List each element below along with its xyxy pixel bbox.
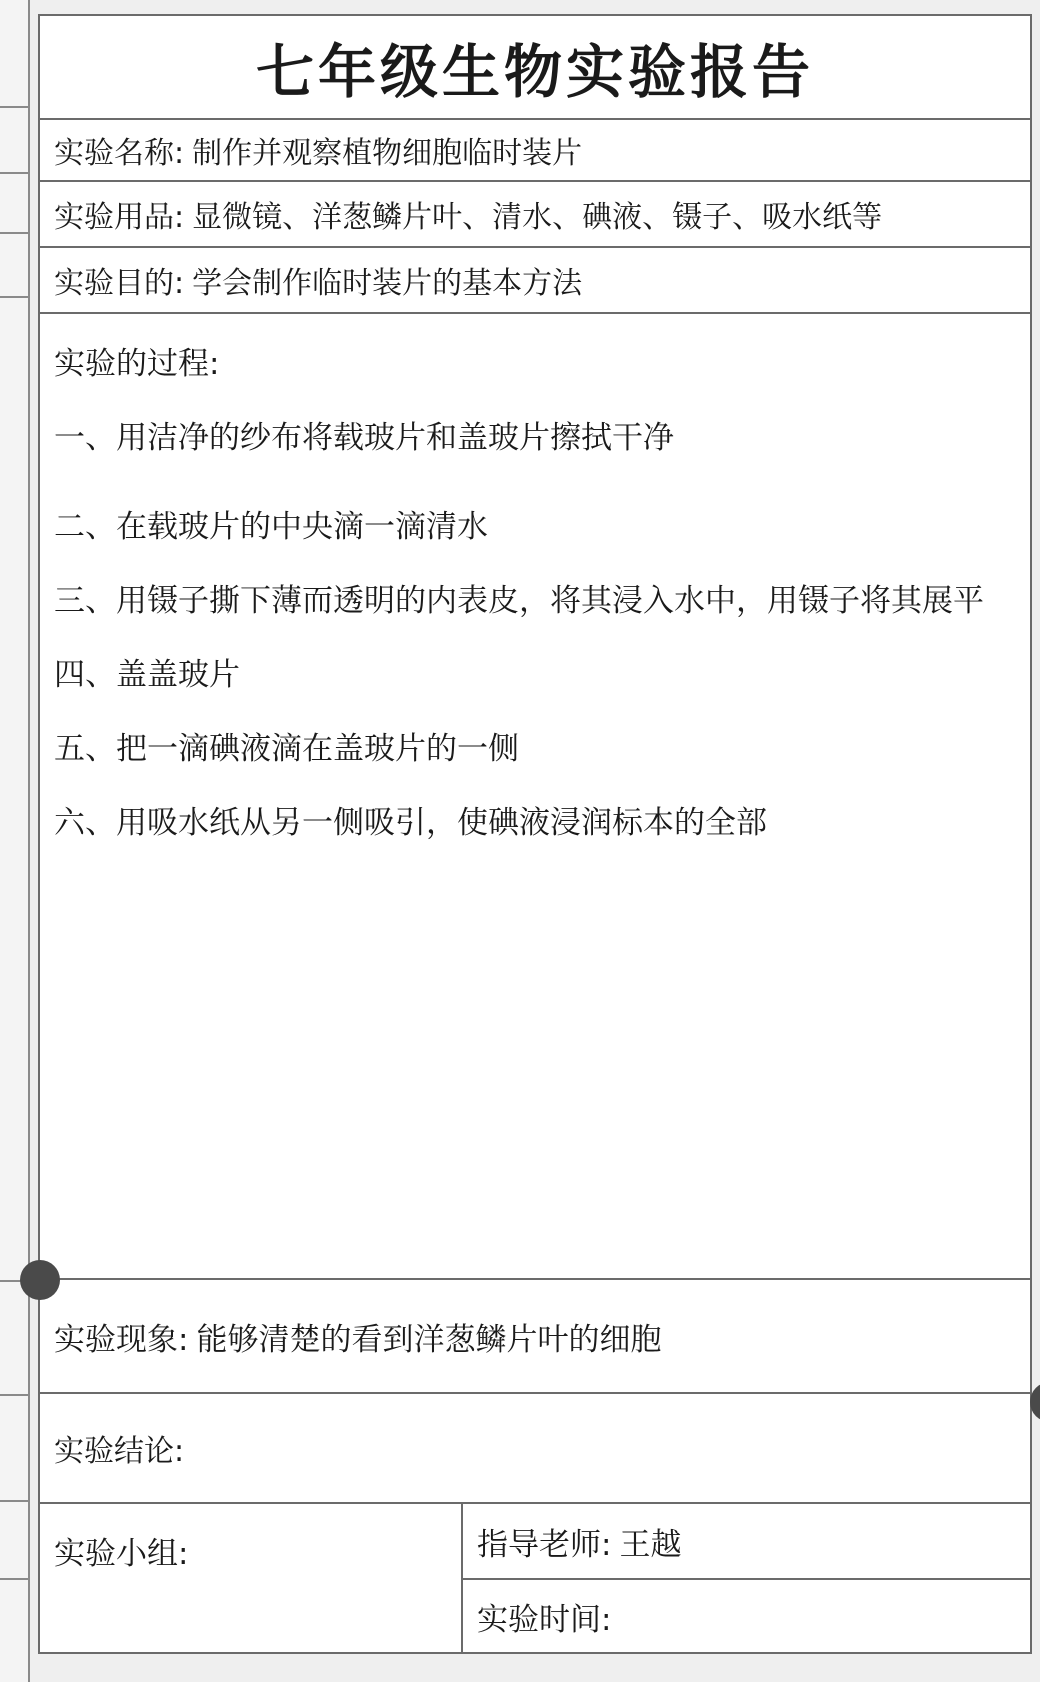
- process-section: [40, 314, 1030, 1294]
- resize-handle[interactable]: [1030, 1382, 1040, 1422]
- process-steps: [54, 416, 1030, 860]
- purpose-value: 学会制作临时装片的基本方法: [192, 266, 583, 301]
- time-cell: [463, 1580, 1030, 1652]
- group-label: 实验小组:: [54, 1536, 189, 1572]
- experiment-name-row: [40, 120, 1030, 182]
- process-label: 实验的过程:: [54, 346, 220, 382]
- materials-label: 实验用品:: [54, 200, 185, 235]
- bottom-section: [40, 1504, 1030, 1656]
- purpose-label: 实验目的:: [54, 266, 185, 301]
- process-step: 三、用镊子撕下薄而透明的内表皮，将其浸入水中，用镊子将其展平: [54, 583, 984, 619]
- process-step: 一、用洁净的纱布将载玻片和盖玻片擦拭干净: [54, 420, 674, 456]
- process-step: 六、用吸水纸从另一侧吸引，使碘液浸润标本的全部: [54, 805, 767, 841]
- purpose-row: [40, 248, 1030, 314]
- report-title: 七年级生物实验报告: [40, 16, 1030, 120]
- adjacent-page-edge: [0, 0, 30, 1682]
- edge-line: [0, 1500, 28, 1502]
- materials-value: 显微镜、洋葱鳞片叶、清水、碘液、镊子、吸水纸等: [192, 200, 883, 235]
- teacher-label: 指导老师:: [477, 1526, 612, 1563]
- process-step: 二、在载玻片的中央滴一滴清水: [54, 509, 488, 545]
- conclusion-label: 实验结论:: [54, 1434, 185, 1469]
- teacher-value: 王越: [619, 1526, 682, 1563]
- experiment-name-value: 制作并观察植物细胞临时装片: [192, 136, 583, 171]
- edge-line: [0, 232, 28, 234]
- materials-row: [40, 182, 1030, 248]
- observation-value: 能够清楚的看到洋葱鳞片叶的细胞: [196, 1321, 662, 1358]
- resize-handle[interactable]: [20, 1260, 60, 1300]
- edge-line: [0, 296, 28, 298]
- report-table: [38, 14, 1032, 1654]
- edge-line: [0, 1394, 28, 1396]
- observation-row[interactable]: [38, 1278, 1032, 1394]
- conclusion-row: [40, 1394, 1030, 1504]
- process-step: 五、把一滴碘液滴在盖玻片的一侧: [54, 731, 519, 767]
- process-step: 四、盖盖玻片: [54, 657, 240, 693]
- time-label: 实验时间:: [477, 1601, 612, 1638]
- edge-line: [0, 1578, 28, 1580]
- group-cell: [40, 1504, 463, 1652]
- edge-line: [0, 106, 28, 108]
- observation-label: 实验现象:: [54, 1321, 189, 1358]
- experiment-name-label: 实验名称:: [54, 136, 185, 171]
- edge-line: [0, 172, 28, 174]
- teacher-cell: [463, 1504, 1030, 1580]
